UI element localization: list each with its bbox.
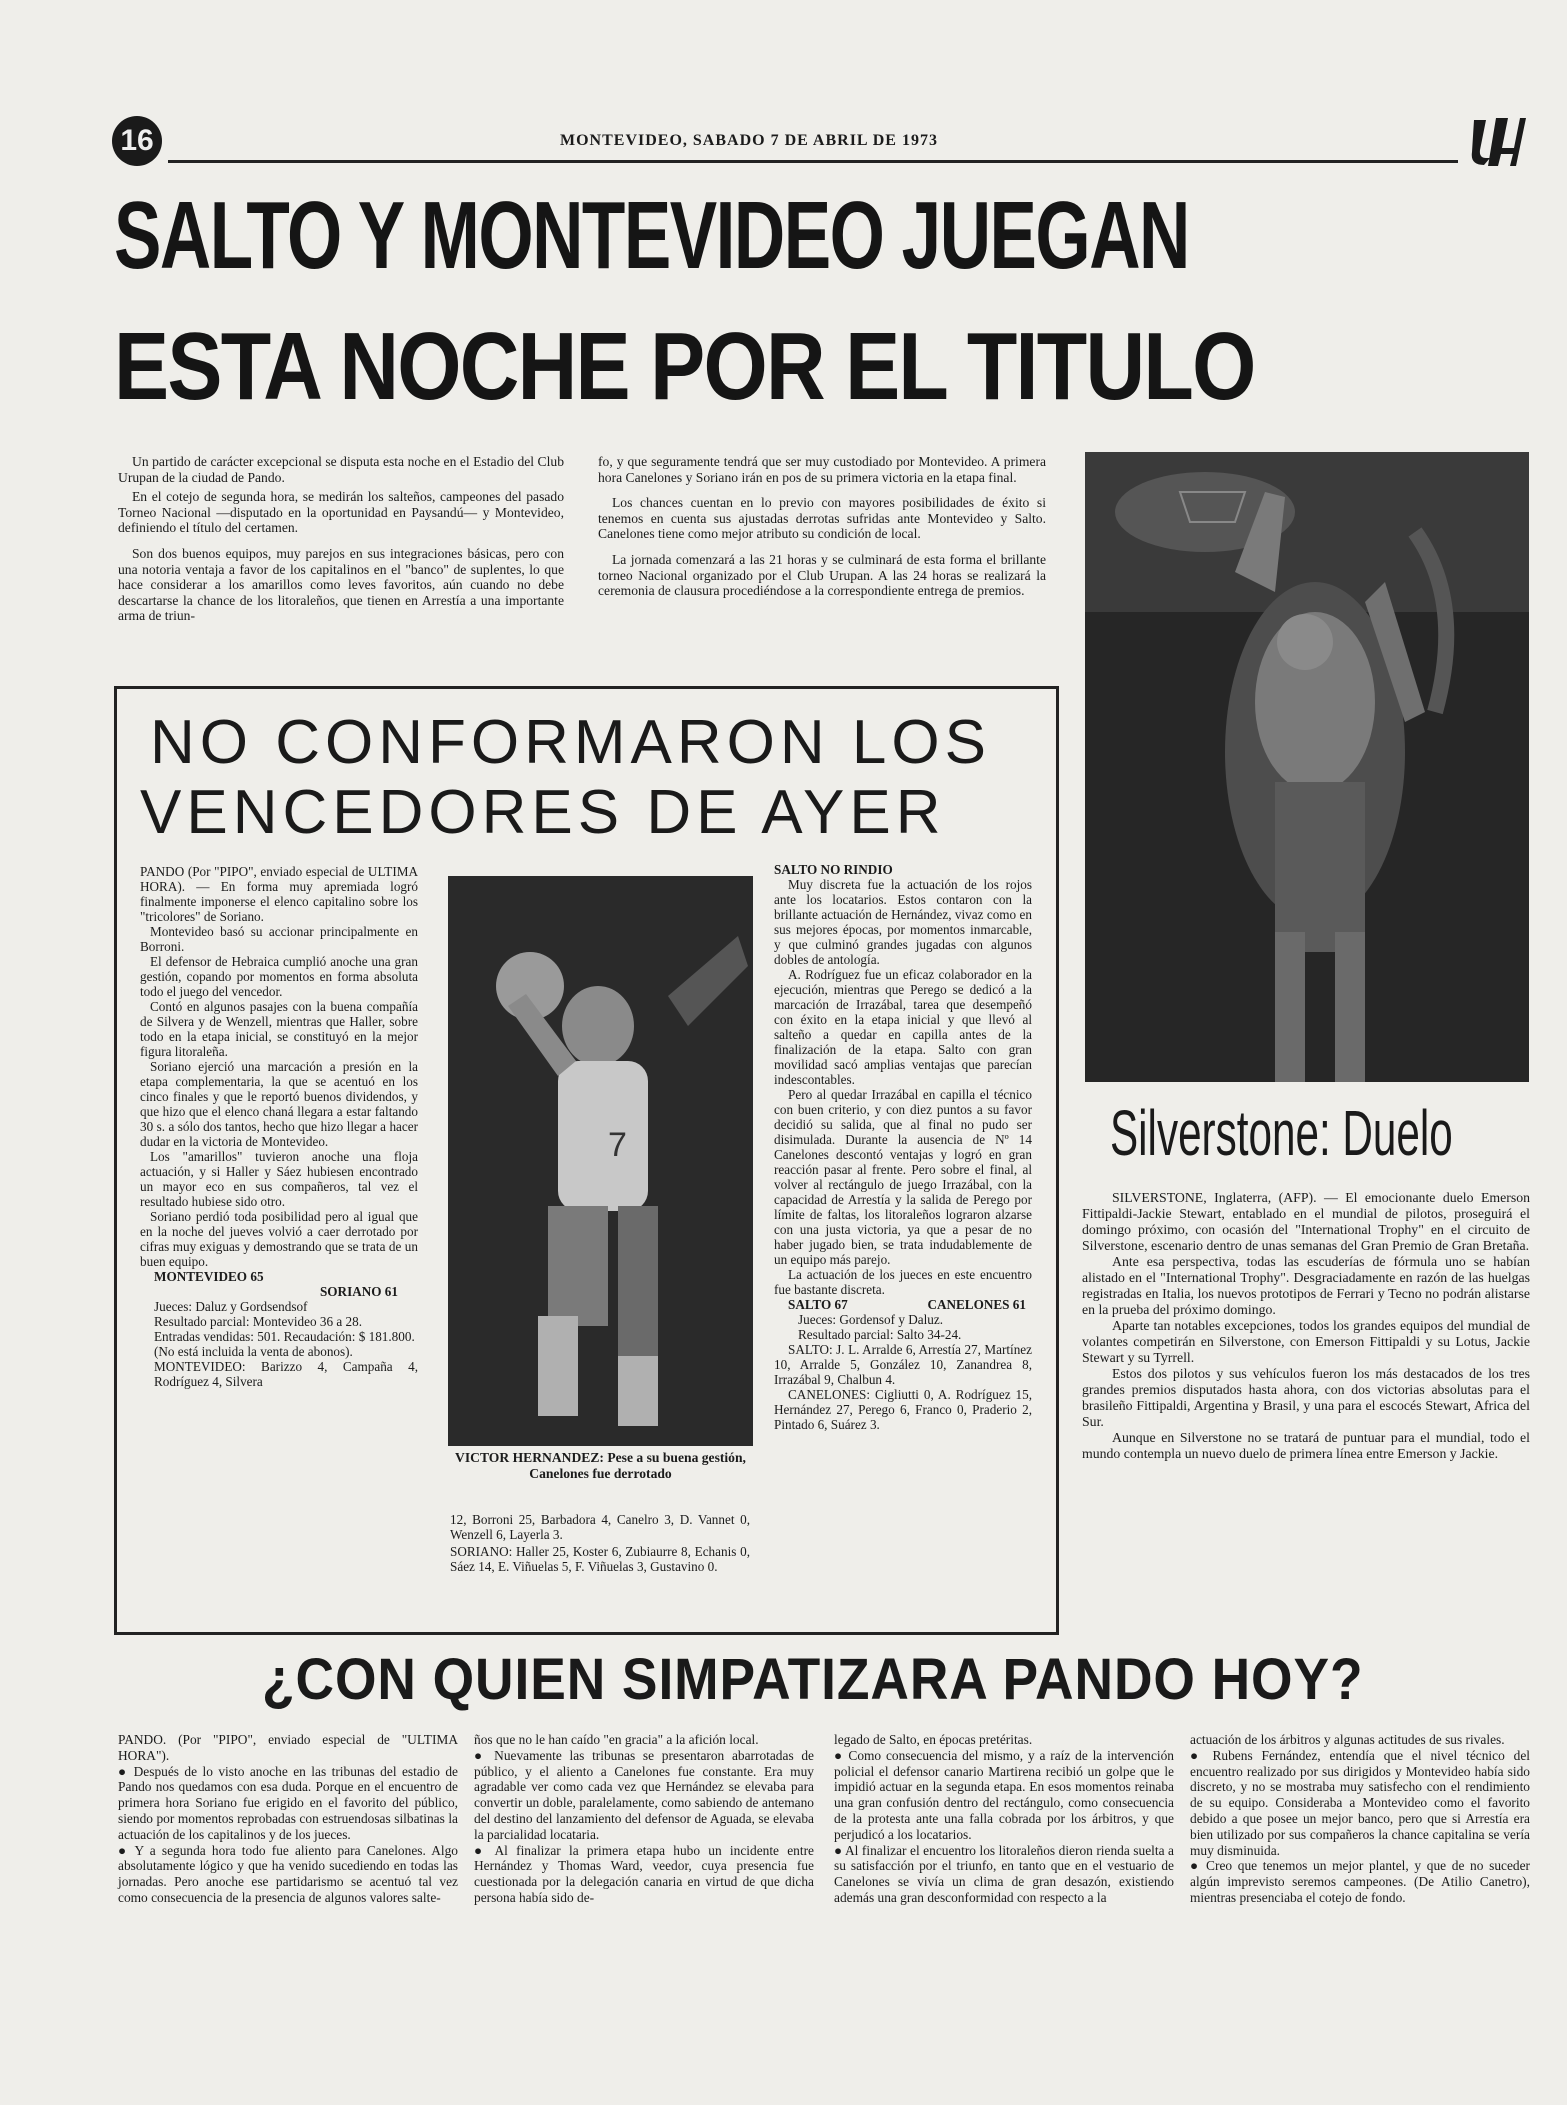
box-title-line-2: VENCEDORES DE AYER [140, 778, 946, 847]
report-paragraph: Montevideo basó su accionar principalmente en Borroni. [140, 924, 418, 954]
report-paragraph: Los "amarillos" tuvieron anoche una floja actuación, y si Haller y Sáez hubiesen encontrado un mayor eco en sus compañeros, tal vez el resultado hubiese sido otro. [140, 1149, 418, 1209]
article-paragraph: Aparte tan notables excepciones, todos los grandes equipos del mundial de volantes competirán en Silverstone, con Emerson Fittipaldi y su Lotus, Jackie Stewart y su Tyrrell. [1082, 1318, 1530, 1365]
headline-line-2: ESTA NOCHE POR EL TITULO [114, 313, 1255, 420]
silverstone-title: Silverstone: Duelo [1110, 1097, 1453, 1169]
svg-text:7: 7 [608, 1126, 627, 1164]
bottom-column-3 [834, 1732, 1174, 1906]
score-partial: Resultado parcial: Montevideo 36 a 28. [154, 1314, 363, 1329]
report-paragraph: Pero al quedar Irrazábal en capilla el técnico con buen criterio, y con diez puntos a su favor decidió su salida, que al final no pudo ser disimulada. Durante la ausencia de Nº 14 Canelones descontó ventajas y logró en gran reacción pasar al frente. Pero sobre el final, al volver al rectángulo de juego Irrazábal, con la capacidad de Arrestía y la salida de Perego por límite de faltas, los litoraleños lograron alzarse con una justa victoria, ya que a pesar de no haber jugado bien, se trata indudablemente de un equipo más parejo. [774, 1087, 1032, 1267]
intro-column-1 [118, 454, 564, 624]
bottom-paragraph: ● Al finalizar el encuentro los litoraleños dieron rienda suelta a su satisfacción por el triunfo, en tanto que en el vestuario de Canelones se vivía un clima de gran desazón, existiendo además una gran desconformidad con respecto a la [834, 1842, 1174, 1905]
article-paragraph: Estos dos pilotos y sus vehículos fueron los más destacados de los tres grandes premios disputados hasta ahora, con dos victorias absolutas para el brasileño Fittipaldi, Argentina y Brasil, y una para el escocés Stewart, Africa del Sur. [1082, 1366, 1530, 1429]
headline-line-1: SALTO Y MONTEVIDEO JUEGAN [114, 182, 1189, 289]
score2-header [774, 1297, 1032, 1312]
ultima-hora-logo [1466, 110, 1526, 170]
bottom-paragraph: ● Después de lo visto anoche en las tribunas del estadio de Pando nos quedamos con esa duda. Porque en el encuentro de primera hora Soriano fue erigido en el favorito del público, siendo por momentos reprobadas con estruendosas silbatinas la actuación de los capitalinos y de los jueces. [118, 1763, 458, 1842]
page-number: 16 [120, 124, 154, 157]
bottom-paragraph: ños que no le han caído "en gracia" a la afición local. [474, 1732, 759, 1747]
intro-paragraph: La jornada comenzará a las 21 horas y se culminará de esta forma el brillante torneo Nacional organizado por el Club Urupan. A las 24 horas se realizará la ceremonia de clausura procediéndose a la correspondiente entrega de premios. [598, 551, 1046, 599]
bottom-paragraph: PANDO. (Por "PIPO", enviado especial de "ULTIMA HORA"). [118, 1732, 458, 1763]
bottom-headline: ¿CON QUIEN SIMPATIZARA PANDO HOY? [262, 1647, 1364, 1712]
section-heading-salto-no-rindio: SALTO NO RINDIO [774, 862, 893, 877]
score2-judges: Jueces: Gordensof y Daluz. [798, 1312, 944, 1327]
intro-column-2 [598, 454, 1046, 599]
intro-paragraph: Los chances cuentan en lo previo con mayores posibilidades de éxito si tenemos en cuenta sus ajustadas derrotas sufridas ante Montevideo y Salto. Canelones tiene como mejor atributo su condición de local. [598, 495, 1046, 542]
bottom-paragraph: ● Creo que tenemos un mejor plantel, y que de no suceder algún imprevisto seremos campeones. (De Atilio Canetro), mientras presenciaba el cotejo de fondo. [1190, 1858, 1530, 1905]
score-team-2: SORIANO 61 [319, 1284, 398, 1299]
bottom-paragraph: ● Nuevamente las tribunas se presentaron abarrotadas de público, y el aliento a Canelones fue constante. Era muy agradable ver como cada vez que Hernández se elevaba para convertir un doble, paralelamente, como sabiendo de antemano del destino del lanzamiento del defensor de Aguada, se elevaba la parcialidad locataria. [474, 1747, 814, 1842]
silverstone-article [1082, 1190, 1530, 1462]
intro-paragraph: Un partido de carácter excepcional se disputa esta noche en el Estadio del Club Urupan de la ciudad de Pando. [118, 454, 564, 485]
report-paragraph: A. Rodríguez fue un eficaz colaborador en la ejecución, mientras que Perego se dedicó a la marcación de Irrazábal, tarea que desempeñó con éxito en la etapa inicial y que llevó al salteño a quedar en capilla antes de la finalización de la etapa. Salto con gran movilidad sacó amplias ventajas que parecían indescontables. [774, 967, 1032, 1087]
dateline: MONTEVIDEO, SABADO 7 DE ABRIL DE 1973 [560, 132, 938, 149]
report-paragraph: PANDO (Por "PIPO", enviado especial de ULTIMA HORA). — En forma muy apremiada logró finalmente imponerse el elenco capitalino sobre los "tricolores" de Soriano. [140, 864, 418, 924]
article-paragraph: Aunque en Silverstone no se tratará de puntuar para el mundial, todo el mundo contempla un nuevo duelo de primera línea entre Emerson y Jackie. [1082, 1430, 1530, 1461]
box-column-1 [140, 864, 418, 1389]
bottom-paragraph: legado de Salto, en épocas pretéritas. [834, 1732, 1033, 1747]
article-paragraph: SILVERSTONE, Inglaterra, (AFP). — El emocionante duelo Emerson Fittipaldi-Jackie Stewart, entablado en el mundial de pilotos, proseguirá el domingo próximo, con ocasión del "International Trophy" en el circuito de Silverstone, escenario dentro de unas semanas del Gran Premio de Gran Bretaña. [1082, 1190, 1530, 1253]
score-sold: Entradas vendidas: 501. Recaudación: $ 181.800. [154, 1329, 415, 1344]
uh-logo-icon [1466, 110, 1526, 170]
intro-paragraph: Son dos buenos equipos, muy parejos en sus integraciones básicas, pero con una notoria ventaja a favor de los capitalinos en el "banco" de suplentes, lo que hace considerar a los amarillos como leves favoritos, aún cuando no debe descartarse la chance de los litoraleños, que tienen en Arrestía a una importante arma de triun- [118, 545, 564, 624]
report-paragraph: La actuación de los jueces en este encuentro fue bastante discreta. [774, 1267, 1032, 1297]
score2-partial: Resultado parcial: Salto 34-24. [798, 1327, 962, 1342]
report-paragraph: Soriano ejerció una marcación a presión en la etapa complementaria, la que se acentuó en los cinco finales y que le reportó buenos dividendos, y que hizo que el elenco chaná llegara a estar faltando 30 s. a sólo dos tantos, hecho que hizo llegar a hacer dudar en la victoria de Montevideo. [140, 1059, 418, 1149]
bottom-column-4 [1190, 1732, 1530, 1906]
box-column-2-lineups [450, 1512, 750, 1574]
basketball-photo-salto-player [1085, 452, 1529, 1082]
score2-salto: SALTO 67 [788, 1297, 848, 1312]
intro-paragraph: En el cotejo de segunda hora, se medirán los salteños, campeones del pasado Torneo Nacional —disputado en la oportunidad en Paysandú— y Montevideo, definiendo el título del certamen. [118, 489, 564, 536]
photo-caption: VICTOR HERNANDEZ: Pese a su buena gestión, Canelones fue derrotado [455, 1450, 746, 1481]
report-paragraph: El defensor de Hebraica cumplió anoche una gran gestión, copando por momentos en forma absoluta todo el juego del vencedor. [140, 954, 418, 999]
report-paragraph: Muy discreta fue la actuación de los rojos ante los locatarios. Estos contaron con la brillante actuación de Hernández, vivaz como en sus mejores épocas, por momentos inmarcable, y que culminó grandes jugadas con algunos dobles de antología. [774, 877, 1032, 967]
lineup-montevideo: 12, Borroni 25, Barbadora 4, Canelro 3, D. Vannet 0, Wenzell 6, Layerla 3. [450, 1512, 750, 1542]
score-lineup-start: MONTEVIDEO: Barizzo 4, Campaña 4, Rodríguez 4, Silvera [154, 1359, 418, 1389]
box-title-line-1: NO CONFORMARON LOS [150, 708, 991, 777]
report-paragraph: Soriano perdió toda posibilidad pero al igual que en la noche del jueves volvió a caer derrotado por cifras muy exiguas y demostrando que se trata de un buen equipo. [140, 1209, 418, 1269]
bottom-paragraph: ● Y a segunda hora todo fue aliento para Canelones. Algo absolutamente lógico y que ha venido sucediendo en todas las jornadas. Pero anoche ese partidarismo se acentuó tal vez como consecuencia de la presencia de algunos valores salte- [118, 1842, 458, 1905]
score-team-1: MONTEVIDEO 65 [154, 1269, 264, 1284]
lineup-canelones: CANELONES: Cigliutti 0, A. Rodríguez 15, Hernández 27, Perego 6, Franco 0, Praderio 2, Pintado 6, Suárez 3. [774, 1387, 1032, 1432]
score-judges: Jueces: Daluz y Gordsendsof [154, 1299, 308, 1314]
lineup-soriano: SORIANO: Haller 25, Koster 6, Zubiaurre 8, Echanis 0, Sáez 14, E. Viñuelas 5, F. Viñuelas 3, Gustavino 0. [450, 1544, 750, 1574]
page-number-badge [112, 116, 162, 166]
box-column-3 [774, 862, 1032, 1432]
bottom-column-1 [118, 1732, 458, 1906]
score-note: (No está incluida la venta de abonos). [154, 1344, 353, 1359]
intro-paragraph: fo, y que seguramente tendrá que ser muy custodiado por Montevideo. A primera hora Canelones y Soriano irán en pos de su primera victoria en la etapa final. [598, 454, 1046, 485]
report-paragraph: Contó en algunos pasajes con la buena compañía de Silvera y de Wenzell, mientras que Haller, sobre todo en la etapa inicial, se constituyó en la mejor figura litoraleña. [140, 999, 418, 1059]
bottom-paragraph: ● Al finalizar la primera etapa hubo un incidente entre Hernández y Thomas Ward, veedor, cuya presencia fue cuestionada por la delegación canaria en virtud de que dicha persona había sido de- [474, 1842, 814, 1905]
header-rule [168, 160, 1458, 163]
basketball-photo-victor-hernandez [448, 876, 753, 1446]
bottom-paragraph: ● Como consecuencia del mismo, y a raíz de la intervención policial el defensor canario Martirena recibió un golpe que le impidió actuar en la segunda etapa. En esos momentos reinaba una gran confusión dentro del rectángulo, como consecuencia de la protesta ante una falla cobrada por los árbitros, y que perjudicó a los locatarios. [834, 1747, 1174, 1842]
bottom-paragraph: ● Rubens Fernández, entendía que el nivel técnico del encuentro realizado por sus dirigidos y Montevideo había sido discreto, y no se mostraba muy satisfecho con el rendimiento de su equipo. Consideraba a Montevideo como el favorito debido a que posee un mejor banco, pero que si Arrestía era bien utilizado por sus compañeros la chance capitalina se vería muy disminuida. [1190, 1747, 1530, 1858]
score2-canelones: CANELONES 61 [927, 1297, 1026, 1312]
bottom-column-2 [474, 1732, 814, 1906]
bottom-paragraph: actuación de los árbitros y algunas actitudes de sus rivales. [1190, 1732, 1505, 1747]
article-paragraph: Ante esa perspectiva, todas las escuderías de fórmula uno se habían alistado en el "International Trophy". Desgraciadamente en razón de las huelgas registradas en Italia, los nuevos prototipos de Ferrari y Tecno no podrán alistarse en la prueba del próximo domingo. [1082, 1254, 1530, 1317]
lineup-salto: SALTO: J. L. Arralde 6, Arrestía 27, Martínez 10, Arralde 5, González 10, Zanandrea 8, Irrazábal 9, Chalbun 4. [774, 1342, 1032, 1387]
